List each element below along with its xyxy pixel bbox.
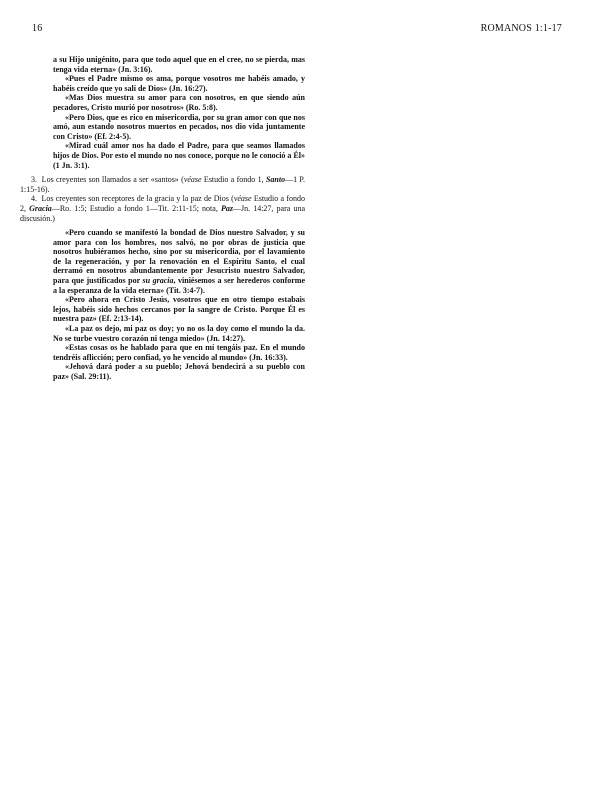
text-segment: —Jn. 14:27, para una discusión.) xyxy=(20,203,306,223)
text-segment: Santo xyxy=(265,175,286,185)
scripture-quote-paragraph xyxy=(53,141,305,170)
text-segment: véase xyxy=(183,175,202,185)
text-segment: «Jehová dará poder a su pueblo; Jehová bendecirá a su pueblo con paz» (Sal. 29:11). xyxy=(53,362,305,381)
text-segment: «La paz os dejo, mi paz os doy; yo no os la doy como el mundo la da. No se turbe vuestro corazón ni tenga miedo» (Jn. 14:27). xyxy=(53,324,305,343)
scripture-quote-paragraph xyxy=(53,74,305,93)
text-segment: 3. Los creyentes son llamados a ser «santos» ( xyxy=(31,175,184,185)
text-column xyxy=(20,55,305,382)
text-segment: «Mirad cuál amor nos ha dado el Padre, para que seamos llamados hijos de Dios. Por esto el mundo no nos conoce, porque no le conoció a Él» (1 Jn. 3:1). xyxy=(53,141,305,170)
scripture-quote-paragraph xyxy=(53,113,305,142)
scripture-quote-paragraph xyxy=(53,93,305,112)
outline-point-paragraph xyxy=(20,175,305,194)
scripture-quote-paragraph xyxy=(53,228,305,295)
scripture-quote-paragraph xyxy=(53,343,305,362)
text-segment: Paz xyxy=(220,203,233,213)
page-number: 16 xyxy=(32,23,43,34)
text-segment: «Pues el Padre mismo os ama, porque vosotros me habéis amado, y habéis creído que yo salí de Dios» (Jn. 16:27). xyxy=(53,74,305,93)
text-segment: «Estas cosas os he hablado para que en mí tengáis paz. En el mundo tendréis aflicción; pero confiad, yo he vencido al mundo» (Jn. 16:33). xyxy=(53,343,305,362)
header-title: ROMANOS 1:1-17 xyxy=(480,23,562,34)
text-segment: Gracia xyxy=(29,203,52,213)
text-segment: a su Hijo unigénito, para que todo aquel que en el cree, no se pierda, mas tenga vida eterna» (Jn. 3:16). xyxy=(53,55,305,74)
text-segment: —1 P. 1:15-16). xyxy=(20,175,305,194)
outline-point-paragraph xyxy=(20,194,305,223)
text-segment: Estudio a fondo 1, xyxy=(201,175,266,185)
text-segment: véase xyxy=(233,194,252,204)
text-segment: —Ro. 1:5; Estudio a fondo 1—Tit. 2:11-15; nota, xyxy=(51,203,221,213)
running-header xyxy=(32,23,562,34)
text-segment: Estudio a fondo 2, xyxy=(20,194,305,213)
scripture-quote-paragraph xyxy=(53,55,305,74)
text-segment: «Mas Dios muestra su amor para con nosotros, en que siendo aún pecadores, Cristo murió por nosotros» (Ro. 5:8). xyxy=(53,93,305,112)
scripture-quote-paragraph xyxy=(53,362,305,381)
text-segment: «Pero ahora en Cristo Jesús, vosotros que en otro tiempo estabais lejos, habéis sido hechos cercanos por la sangre de Cristo. Porque Él es nuestra paz» (Ef. 2:13-14). xyxy=(53,295,305,324)
text-segment: su gracia xyxy=(142,276,174,286)
scripture-quote-paragraph xyxy=(53,324,305,343)
text-segment: 4. Los creyentes son receptores de la gracia y la paz de Dios ( xyxy=(31,194,234,204)
scripture-quote-paragraph xyxy=(53,295,305,324)
text-segment: «Pero Dios, que es rico en misericordia, por su gran amor con que nos amó, aun estando nosotros muertos en pecados, nos dio vida juntamente con Cristo» (Ef. 2:4-5). xyxy=(53,112,305,141)
text-segment: «Pero cuando se manifestó la bondad de Dios nuestro Salvador, y su amor para con los hombres, nos salvó, no por obras de justicia que nosotros hubiéramos hecho, sino por su misericordia, por el lavamiento de la regeneración, y por la renovación en el Espíritu Santo, el cual derramó en nosotros abundantemente por Jesucristo nuestro Salvador, para que justificados por xyxy=(53,228,305,286)
text-segment: , viniésemos a ser herederos conforme a la esperanza de la vida eterna» (Tit. 3:4-7). xyxy=(53,276,306,295)
